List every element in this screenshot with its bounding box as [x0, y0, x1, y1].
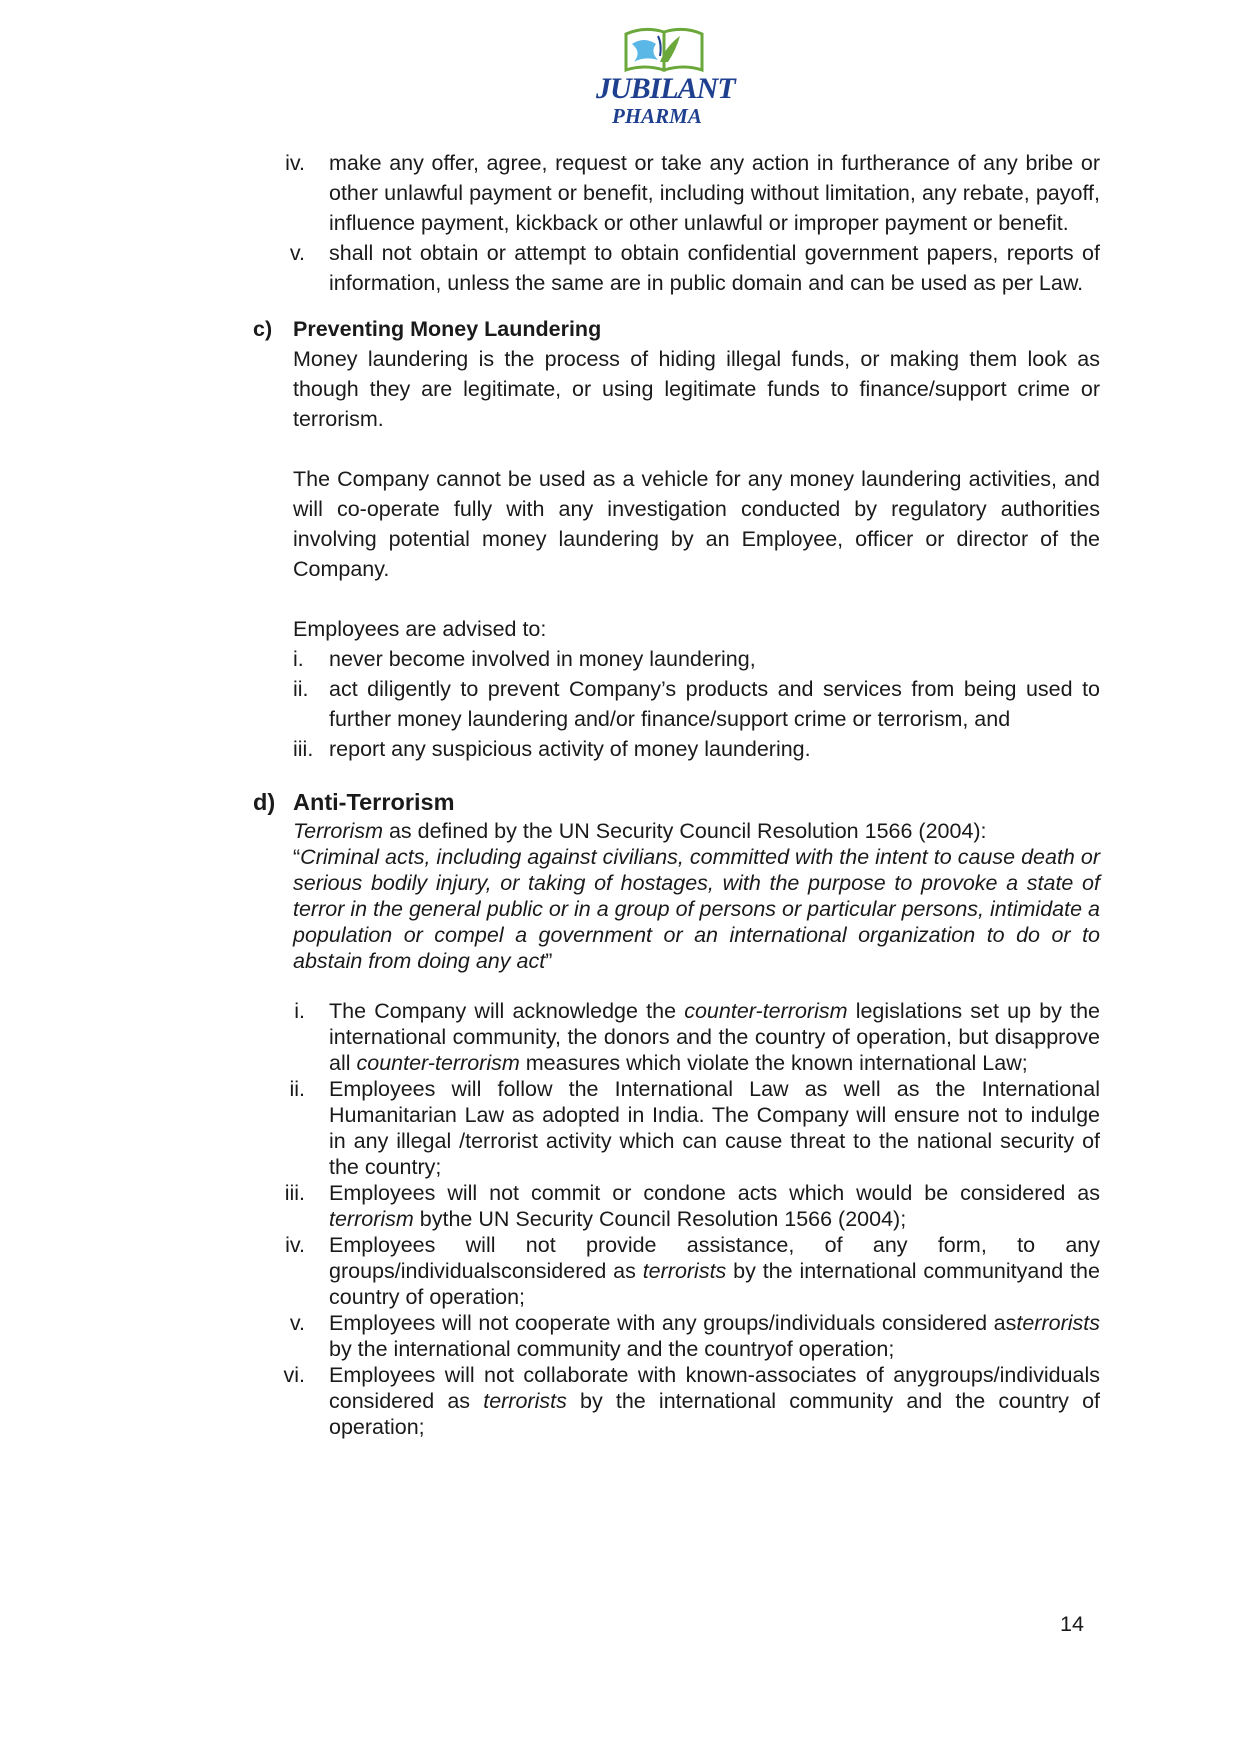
list-item	[253, 998, 1100, 1076]
logo-wordmark-jubilant: JUBILANT	[596, 72, 735, 105]
list-item	[253, 734, 1100, 764]
list-number: vi.	[283, 1363, 305, 1387]
quote-mark-close: ”	[545, 949, 553, 973]
list-number: iii.	[293, 737, 314, 761]
section-title: Preventing Money Laundering	[293, 317, 602, 341]
list-text: Employees will not cooperate with any groups/individuals considered asterrorists by the international community and the countryof operation;	[329, 1311, 1100, 1361]
list-text: never become involved in money laundering,	[329, 647, 756, 671]
list-item	[253, 238, 1100, 298]
list-item	[253, 1180, 1100, 1232]
logo-wordmark-pharma: PHARMA	[612, 104, 702, 128]
list-item	[253, 148, 1100, 238]
section-d-heading	[253, 786, 1100, 818]
list-number: i.	[294, 999, 305, 1023]
section-title: Anti-Terrorism	[293, 789, 455, 815]
advised-intro: Employees are advised to:	[293, 617, 547, 641]
list-text: The Company will acknowledge the counter-terrorism legislations set up by the international community, the donors and the country of operation, but disapprove all counter-terrorism measures which violate the known international Law;	[329, 999, 1100, 1075]
list-text: act diligently to prevent Company’s products and services from being used to further money laundering and/or finance/support crime or terrorism, and	[329, 677, 1100, 731]
definition-quote	[253, 844, 1100, 974]
definition-term: Terrorism	[293, 819, 383, 843]
section-c-paragraph-2: The Company cannot be used as a vehicle for any money laundering activities, and will co-operate fully with any investigation conducted by regulatory authorities involving potential money laundering by an Employee, officer or director of the Company.	[293, 467, 1100, 581]
list-item	[253, 1232, 1100, 1310]
definition-source: as defined by the UN Security Council Resolution 1566 (2004):	[383, 819, 987, 843]
list-number: v.	[289, 1311, 305, 1335]
list-number: iii.	[284, 1181, 305, 1205]
list-text: shall not obtain or attempt to obtain confidential government papers, reports of information, unless the same are in public domain and can be used as per Law.	[329, 241, 1100, 295]
list-item	[253, 674, 1100, 734]
section-c-heading	[253, 314, 1100, 344]
terrorism-definition	[253, 818, 1100, 844]
list-text: report any suspicious activity of money laundering.	[329, 737, 811, 761]
section-letter: c)	[253, 317, 273, 341]
list-number: ii.	[289, 1077, 305, 1101]
list-text: Employees will not commit or condone acts which would be considered as terrorism bythe UN Security Council Resolution 1566 (2004);	[329, 1181, 1100, 1231]
list-number: iv.	[285, 1233, 305, 1257]
company-logo	[596, 22, 734, 132]
quote-mark-open: “	[293, 845, 301, 869]
list-number: iv.	[285, 151, 305, 175]
quote-text: Criminal acts, including against civilians, committed with the intent to cause death or serious bodily injury, or taking of hostages, with the purpose to provoke a state of terror in the general public or in a group of persons or particular persons, intimidate a population or compel a government or an international organization to do or to abstain from doing any act	[293, 845, 1100, 973]
list-text: Employees will follow the International Law as well as the International Humanitarian Law as adopted in India. The Company will ensure not to indulge in any illegal /terrorist activity which can cause threat to the national security of the country;	[329, 1077, 1100, 1179]
document-body	[253, 148, 1100, 1440]
list-text: Employees will not collaborate with known-associates of anygroups/individuals considered as terrorists by the international community and the country of operation;	[329, 1363, 1100, 1439]
list-item	[253, 1362, 1100, 1440]
list-text: Employees will not provide assistance, of any form, to any groups/individualsconsidered as terrorists by the international communityand the country of operation;	[329, 1233, 1100, 1309]
list-b-continued	[253, 148, 1100, 298]
section-c-paragraph-1: Money laundering is the process of hiding illegal funds, or making them look as though they are legitimate, or using legitimate funds to finance/support crime or terrorism.	[293, 347, 1100, 431]
list-item	[253, 1310, 1100, 1362]
logo-book-icon	[596, 22, 734, 74]
list-number: i.	[293, 647, 304, 671]
section-d-body	[253, 818, 1100, 1440]
section-letter: d)	[253, 789, 276, 815]
list-item	[253, 644, 1100, 674]
list-number: v.	[289, 241, 305, 265]
page-number: 14	[1060, 1612, 1084, 1636]
list-number: ii.	[293, 677, 309, 701]
list-item	[253, 1076, 1100, 1180]
list-text: make any offer, agree, request or take any action in furtherance of any bribe or other unlawful payment or benefit, including without limitation, any rebate, payoff, influence payment, kickback or other unlawful or improper payment or benefit.	[329, 151, 1100, 235]
